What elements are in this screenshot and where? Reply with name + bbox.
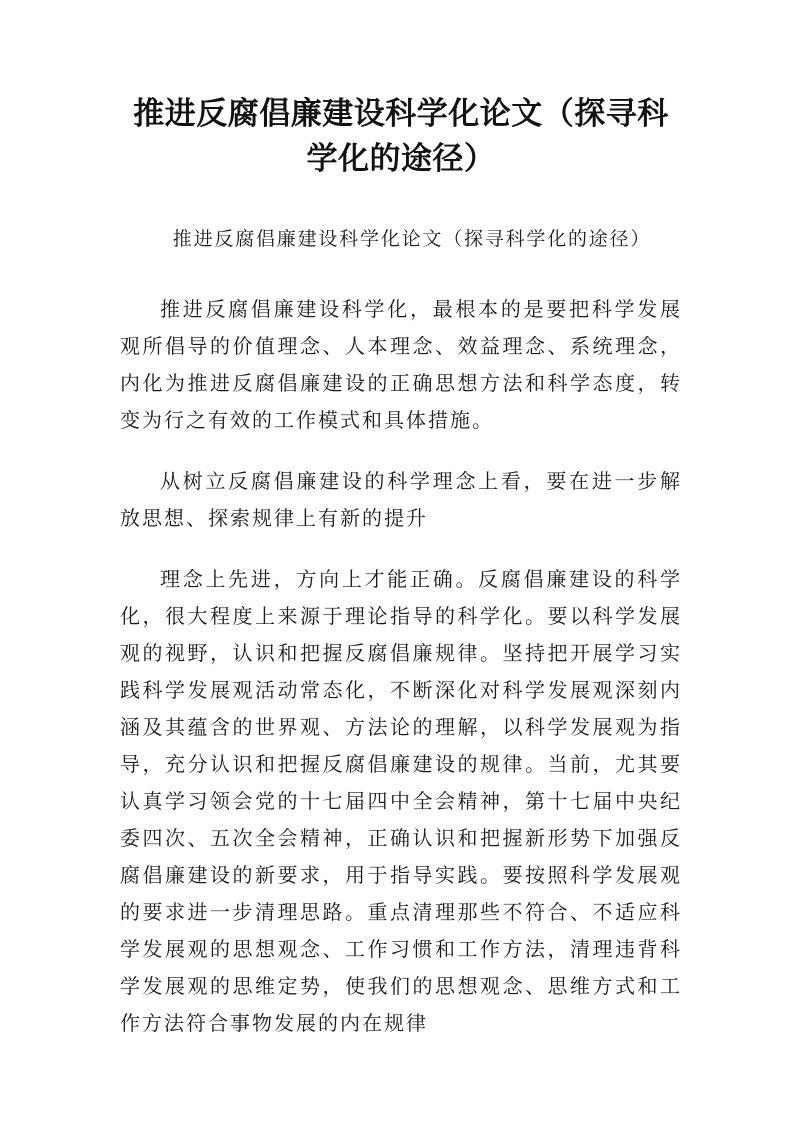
- paragraph-intro: 推进反腐倡廉建设科学化，最根本的是要把科学发展观所倡导的价值理念、人本理念、效益理念、系统理念，内化为推进反腐倡廉建设的正确思想方法和科学态度，转变为行之有效的工作模式和具体措施。: [120, 297, 682, 432]
- paragraph-heading-concept: 从树立反腐倡廉建设的科学理念上看，要在进一步解放思想、探索规律上有新的提升: [120, 469, 682, 530]
- document-title: 推进反腐倡廉建设科学化论文（探寻科学化的途径）: [133, 96, 669, 177]
- paragraph-body-concept: 理念上先进，方向上才能正确。反腐倡廉建设的科学化，很大程度上来源于理论指导的科学化。要以科学发展观的视野，认识和把握反腐倡廉规律。坚持把开展学习实践科学发展观活动常态化，不断深化对科学发展观深刻内涵及其蕴含的世界观、方法论的理解，以科学发展观为指导，充分认识和把握反腐倡廉建设的规律。当前，尤其要认真学习领会党的十七届四中全会精神，第十七届中央纪委四次、五次全会精神，正确认识和把握新形势下加强反腐倡廉建设的新要求，用于指导实践。要按照科学发展观的要求进一步清理思路。重点清理那些不符合、不适应科学发展观的思想观念、工作习惯和工作方法，清理违背科学发展观的思维定势，使我们的思想观念、思维方式和工作方法符合事物发展的内在规律: [120, 567, 682, 1035]
- document-subtitle: 推进反腐倡廉建设科学化论文（探寻科学化的途径）: [172, 228, 652, 250]
